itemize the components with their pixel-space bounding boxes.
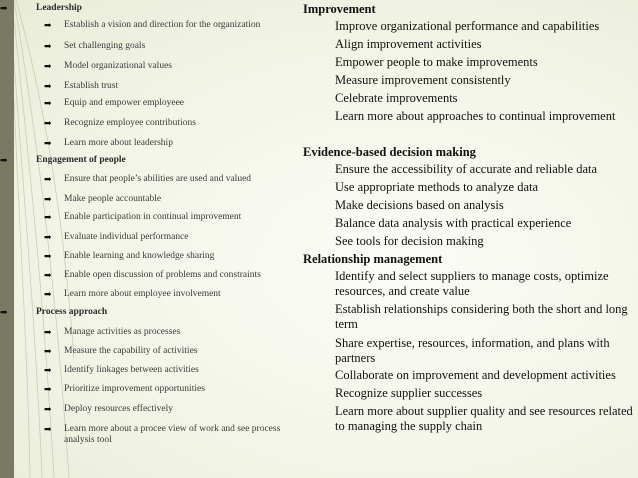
arrow-bullet-icon: ➡ [44,384,52,394]
arrow-bullet-icon: ➡ [0,155,8,165]
list-item: Balance data analysis with practical experience [335,216,572,230]
list-item: Make decisions based on analysis [335,198,504,212]
list-item: Collaborate on improvement and development activities [335,368,616,382]
list-item: See tools for decision making [335,234,484,248]
list-item: Learn more about supplier quality and see resources related to managing the supply chain [335,404,633,433]
arrow-bullet-icon: ➡ [44,346,52,356]
list-item: Establish relationships considering both the short and long term [335,302,628,331]
list-item: Improve organizational performance and capabilities [335,19,600,33]
arrow-bullet-icon: ➡ [44,118,52,128]
heading-evidence-based-decision-making: Evidence-based decision making [303,145,476,159]
arrow-bullet-icon: ➡ [44,232,52,242]
arrow-bullet-icon: ➡ [44,81,52,91]
list-item: Share expertise, resources, information, and plans with partners [335,336,610,365]
list-item: Ensure the accessibility of accurate and reliable data [335,162,598,176]
list-item: Measure improvement consistently [335,73,511,87]
arrow-bullet-icon: ➡ [44,98,52,108]
arrow-bullet-icon: ➡ [44,61,52,71]
arrow-bullet-icon: ➡ [44,174,52,184]
sidebar-band [0,0,14,478]
list-item: Align improvement activities [335,37,482,51]
arrow-bullet-icon: ➡ [0,3,8,13]
list-item: Celebrate improvements [335,91,458,105]
arrow-bullet-icon: ➡ [44,194,52,204]
list-item: Use appropriate methods to analyze data [335,180,539,194]
arrow-bullet-icon: ➡ [44,404,52,414]
list-item: Identify and select suppliers to manage costs, optimize resources, and create value [335,269,609,298]
list-item: Recognize supplier successes [335,386,483,400]
list-item: Learn more about approaches to continual improvement [335,109,616,123]
list-item: Empower people to make improvements [335,55,538,69]
arrow-bullet-icon: ➡ [44,41,52,51]
arrow-bullet-icon: ➡ [44,138,52,148]
arrow-bullet-icon: ➡ [44,212,52,222]
arrow-bullet-icon: ➡ [44,327,52,337]
arrow-bullet-icon: ➡ [44,424,52,434]
arrow-bullet-icon: ➡ [44,251,52,261]
arrow-bullet-icon: ➡ [44,289,52,299]
arrow-bullet-icon: ➡ [0,307,8,317]
heading-improvement: Improvement [303,2,376,16]
arrow-bullet-icon: ➡ [44,20,52,30]
heading-relationship-management: Relationship management [303,252,443,266]
arrow-bullet-icon: ➡ [44,270,52,280]
arrow-bullet-icon: ➡ [44,365,52,375]
